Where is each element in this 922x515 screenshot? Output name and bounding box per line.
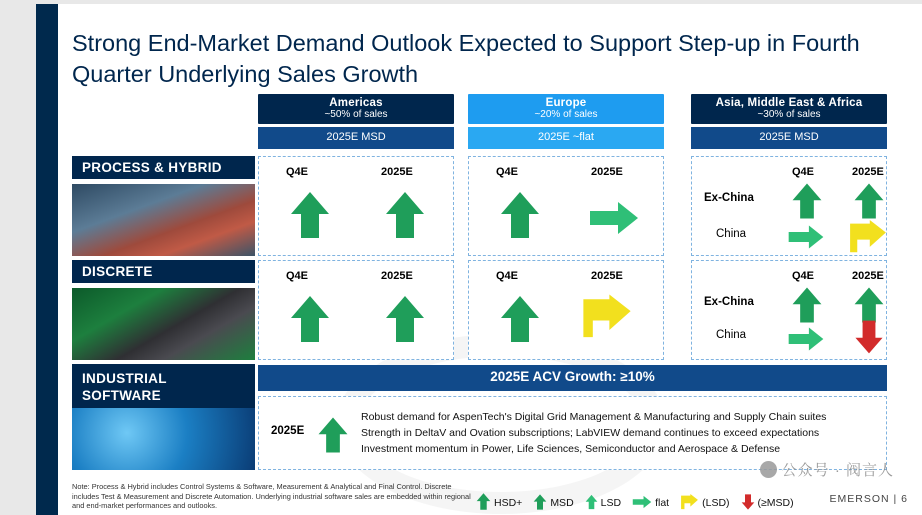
legend-label: MSD [550,497,574,509]
arrow-up-green-icon [499,294,541,344]
watermark-text [760,459,894,480]
software-bullet: Strength in DeltaV and Ovation subscriptions; LabVIEW demand continues to exceed expectations [361,427,820,439]
col-header-q4e: Q4E [286,166,309,178]
arrow-down-red-icon [854,318,884,356]
row-label-discrete: DISCRETE [72,260,255,283]
legend [476,492,800,514]
legend-item [680,494,729,513]
arrow-up-green-icon [790,286,824,324]
sublabel-china: China [716,329,747,341]
col-header-q4e: Q4E [496,270,519,282]
arrow-up-green-icon [533,493,547,514]
arrow-up-green-icon [790,182,824,220]
page-title: Strong End-Market Demand Outlook Expected to Support Step-up in Fourth Quarter Underlying Sales Growth [72,30,860,87]
slide [36,4,922,515]
brand-footer: EMERSON | 6 [829,493,908,505]
region-name: Americas [329,97,383,109]
arrow-up-green-icon [585,494,598,513]
arrow-right-green-icon [786,224,826,250]
sublabel-ex-china: Ex-China [704,296,754,308]
region-header-americas [258,94,454,124]
arrow-right-green-icon [786,326,826,352]
legend-label: LSD [600,497,622,509]
row-image-discrete [72,288,255,360]
arrow-up-green-icon [476,492,491,514]
row-label-industrial-software: INDUSTRIAL SOFTWARE [72,364,255,408]
region-outlook-europe: 2025E ~flat [468,127,664,149]
col-header-q4e: Q4E [496,166,519,178]
arrow-up-green-icon [289,294,331,344]
software-bullets [361,409,876,457]
col-header-q4e: Q4E [792,166,815,178]
software-year-label: 2025E [271,425,305,437]
software-bullet: Investment momentum in Power, Life Sciences, Semiconductor and Aerospace & Defense [361,443,781,455]
col-header-2025e: 2025E [852,166,884,178]
left-accent-bar [36,4,58,515]
region-name: Europe [545,97,587,109]
legend-item [533,493,573,514]
software-bullet: Robust demand for AspenTech's Digital Grid Management & Manufacturing and Supply Chain suites [361,411,827,423]
row-image-process-hybrid [72,184,255,256]
col-header-2025e: 2025E [381,166,413,178]
arrow-up-green-icon [852,182,886,220]
col-header-q4e: Q4E [792,270,815,282]
region-outlook-americas: 2025E MSD [258,127,454,149]
region-share: ~50% of sales [324,109,388,120]
row-image-industrial-software [72,408,255,470]
arrow-up-green-icon [289,190,331,240]
region-share: ~30% of sales [757,109,821,120]
arrow-down-right-yellow-icon [848,220,888,254]
watermark-icon [760,461,777,478]
col-header-q4e: Q4E [286,270,309,282]
legend-item [585,494,621,513]
legend-label: (≥MSD) [757,497,794,509]
arrow-down-right-yellow-icon [680,494,699,513]
watermark-label: 公众号 · 阀言人 [781,462,894,479]
acv-growth-banner: 2025E ACV Growth: ≥10% [258,365,887,391]
arrow-down-red-icon [741,493,755,514]
col-header-2025e: 2025E [852,270,884,282]
col-header-2025e: 2025E [591,270,623,282]
region-header-europe [468,94,664,124]
sublabel-china: China [716,228,747,240]
arrow-right-green-icon [588,200,640,236]
row-label-process-hybrid: PROCESS & HYBRID [72,156,255,179]
region-name: Asia, Middle East & Africa [715,97,863,109]
legend-item [476,492,522,514]
legend-label: (LSD) [702,497,730,509]
col-header-2025e: 2025E [381,270,413,282]
arrow-right-green-icon [632,495,652,512]
legend-label: HSD+ [494,497,523,509]
region-header-asia [691,94,887,124]
arrow-up-green-icon [499,190,541,240]
legend-item [741,493,794,514]
arrow-up-green-icon [384,294,426,344]
footnote: Note: Process & Hybrid includes Control Systems & Software, Measurement & Analytical and Final Control. Discrete includes Test & Measurement and Discrete Automation. Underlying industrial software sales are embedded within regional and end-market performances and outlooks. [72,482,471,510]
region-share: ~20% of sales [534,109,598,120]
arrow-up-green-icon [317,415,349,455]
arrow-up-green-icon [384,190,426,240]
region-outlook-asia: 2025E MSD [691,127,887,149]
legend-item [632,495,669,512]
sublabel-ex-china: Ex-China [704,192,754,204]
col-header-2025e: 2025E [591,166,623,178]
legend-label: flat [655,497,670,509]
arrow-down-right-yellow-icon [581,294,633,340]
